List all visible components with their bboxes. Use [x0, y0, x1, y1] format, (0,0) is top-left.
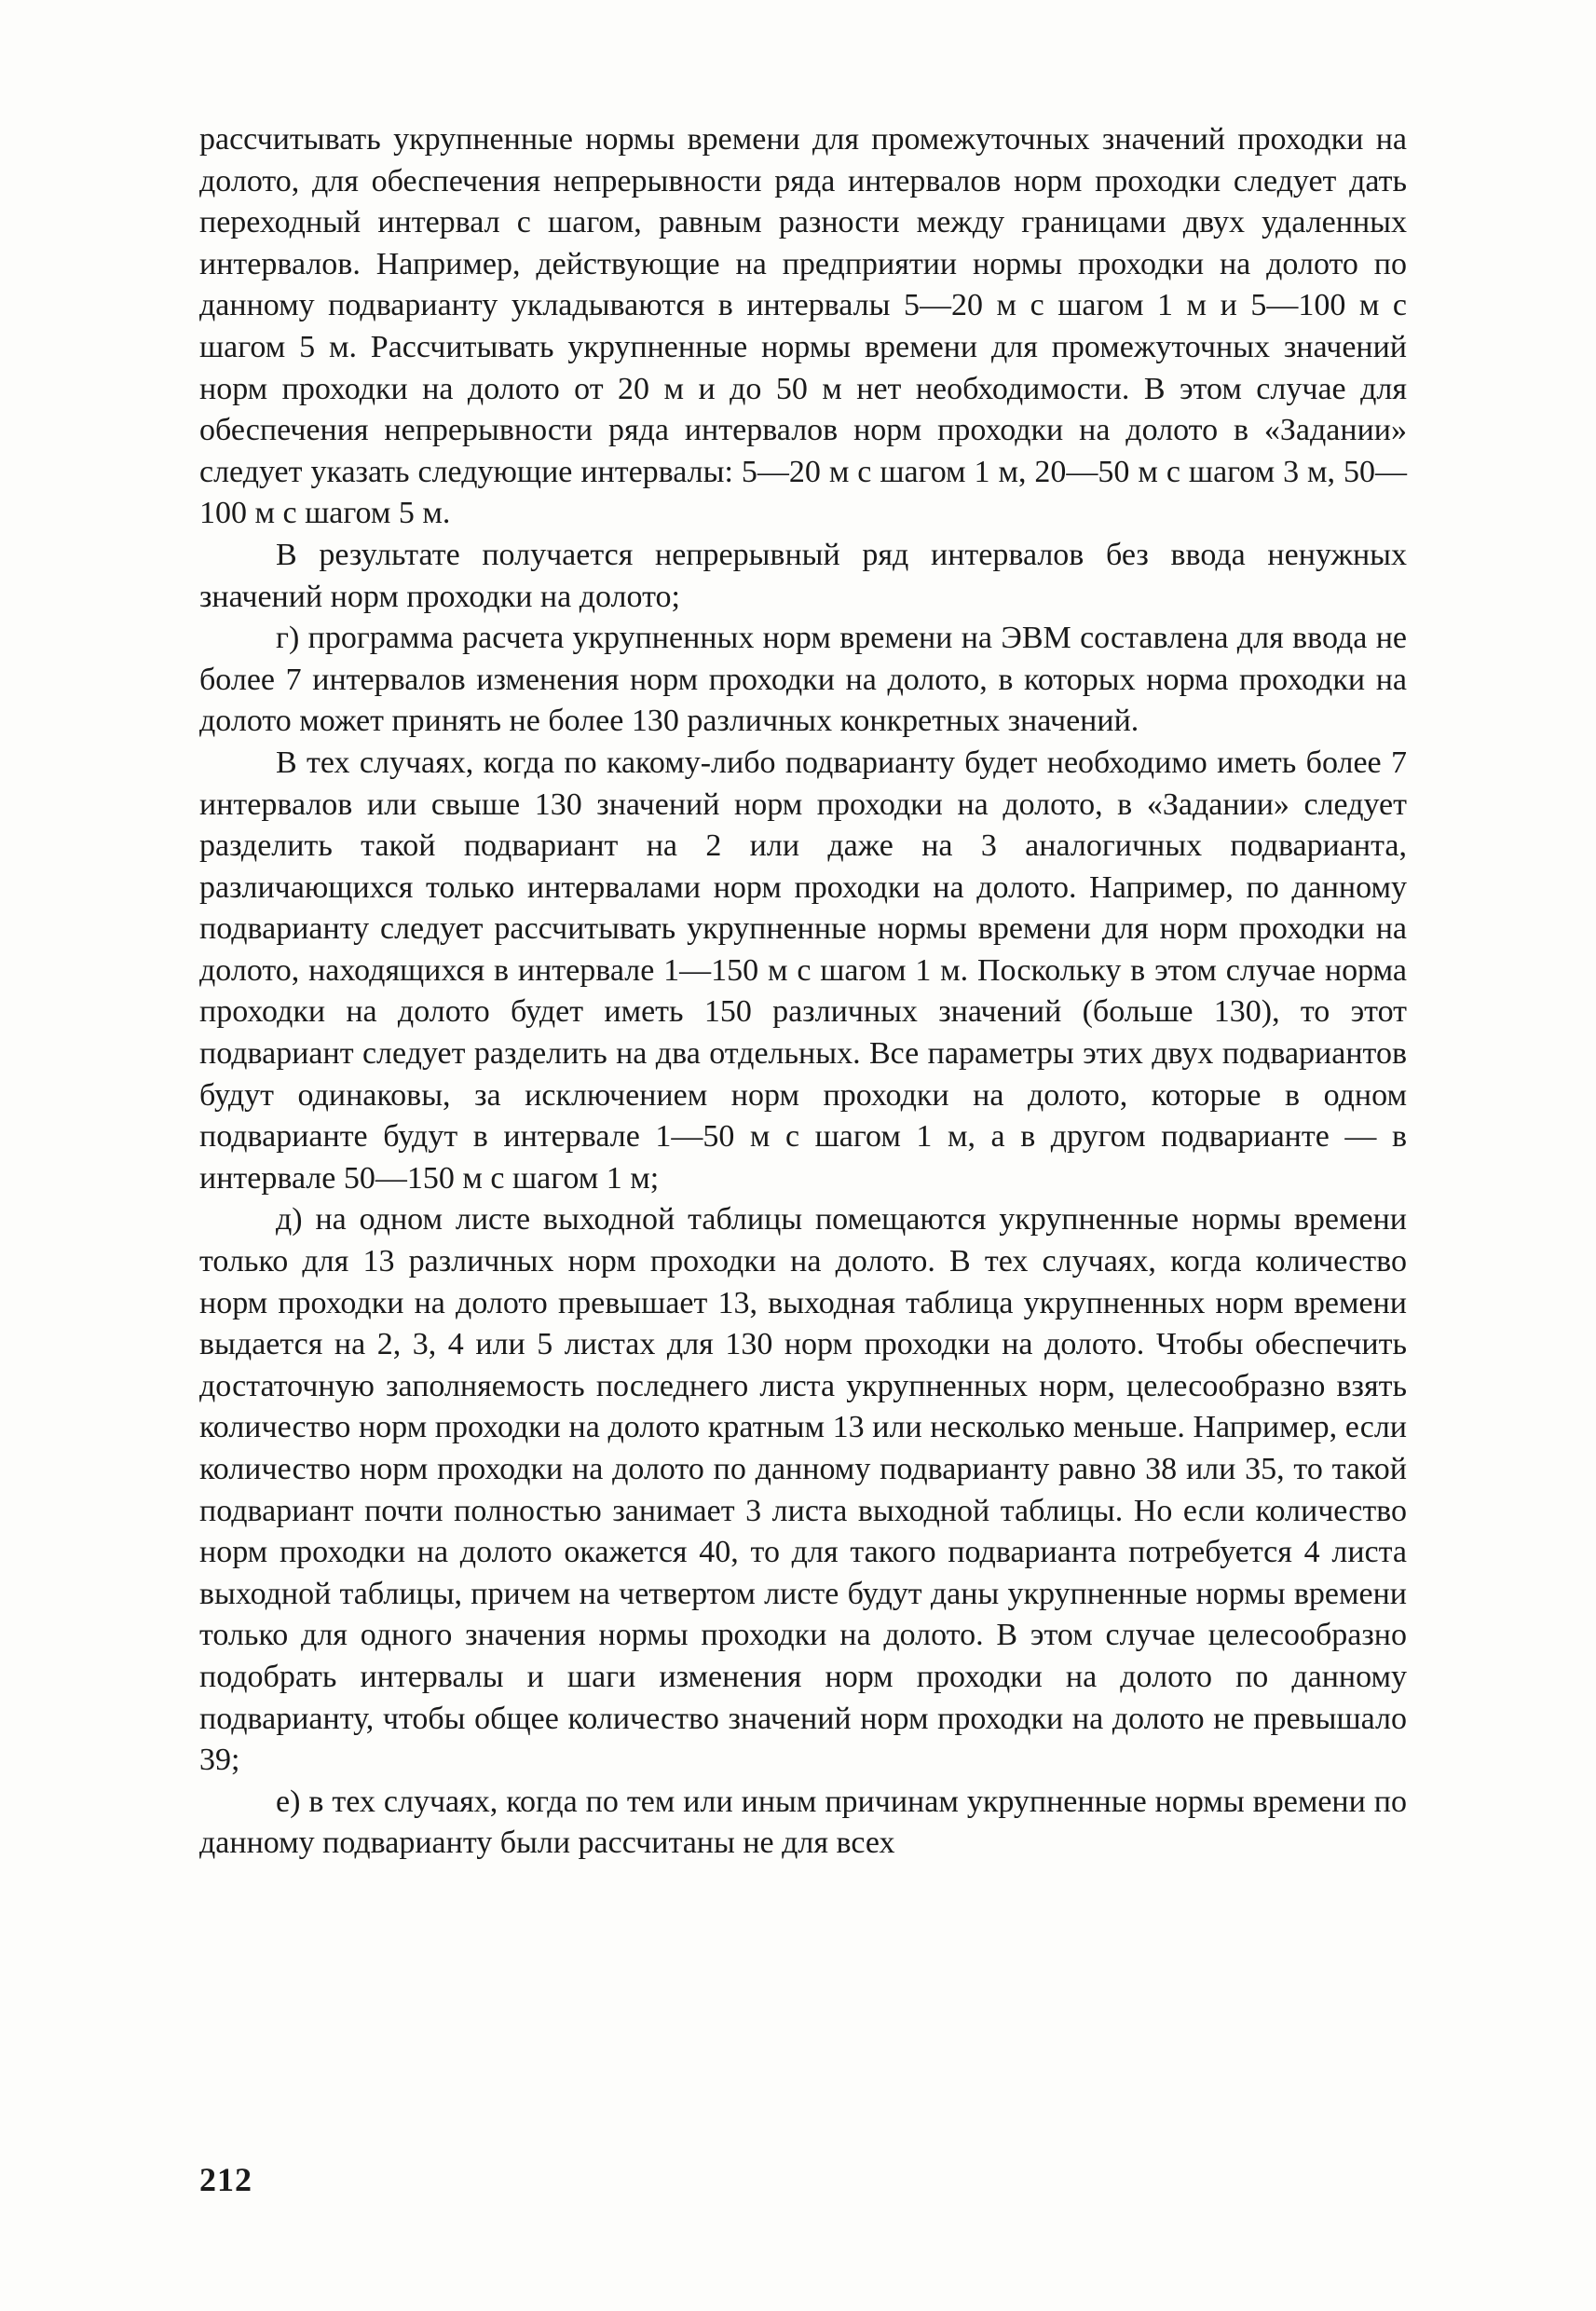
- page-number: 212: [199, 2161, 252, 2198]
- paragraph-item-d: д) на одном листе выходной таблицы помещаются укрупненные нормы времени только для 13 различных норм проходки на долото. В тех случаях, когда количество норм проходки на долото превышает 13, выходная таблица укрупненных норм времени выдается на 2, 3, 4 или 5 листах для 130 норм проходки на долото. Чтобы обеспечить достаточную заполняемость последнего листа укрупненных норм, целесообразно взять количество норм проходки на долото кратным 13 или несколько меньше. Например, если количество норм проходки на долото по данному подварианту равно 38 или 35, то такой подвариант почти полностью занимает 3 листа выходной таблицы. Но если количество норм проходки на долото окажется 40, то для такого подварианта потребуется 4 листа выходной таблицы, причем на четвертом листе будут даны укрупненные нормы времени только для одного значения нормы проходки на долото. В этом случае целесообразно подобрать интервалы и шаги изменения норм проходки на долото по данному подварианту, чтобы общее количество значений норм проходки на долото не превышало 39;: [199, 1202, 1407, 1778]
- paragraph-item-g: г) программа расчета укрупненных норм времени на ЭВМ составлена для ввода не более 7 интервалов изменения норм проходки на долото, в которых норма проходки на долото может принять не более 130 различных конкретных значений.: [199, 621, 1407, 739]
- body-text: [199, 119, 1407, 1865]
- paragraph-continuation: рассчитывать укрупненные нормы времени для промежуточных значений проходки на долото, для обеспечения непрерывности ряда интервалов норм проходки следует дать переходный интервал с шагом, равным разности между границами двух удаленных интервалов. Например, действующие на предприятии нормы проходки на долото по данному подварианту укладываются в интервалы 5—20 м с шагом 1 м и 5—100 м с шагом 5 м. Рассчитывать укрупненные нормы времени для промежуточных значений норм проходки на долото от 20 м и до 50 м нет необходимости. В этом случае для обеспечения непрерывности ряда интервалов норм проходки на долото в «Задании» следует указать следующие интервалы: 5—20 м с шагом 1 м, 20—50 м с шагом 3 м, 50—100 м с шагом 5 м.: [199, 122, 1407, 531]
- paragraph-cases: В тех случаях, когда по какому-либо подварианту будет необходимо иметь более 7 интервалов или свыше 130 значений норм проходки на долото, в «Задании» следует разделить такой подвариант на 2 или даже на 3 аналогичных подварианта, различающихся только интервалами норм проходки на долото. Например, по данному подварианту следует рассчитывать укрупненные нормы времени для норм проходки на долото, находящихся в интервале 1—150 м с шагом 1 м. Поскольку в этом случае норма проходки на долото будет иметь 150 различных значений (больше 130), то этот подвариант следует разделить на два отдельных. Все параметры этих двух подвариантов будут одинаковы, за исключением норм проходки на долото, которые в одном подварианте будут в интервале 1—50 м с шагом 1 м, а в другом подварианте — в интервале 50—150 м с шагом 1 м;: [199, 745, 1407, 1196]
- paragraph-item-e: е) в тех случаях, когда по тем или иным причинам укрупненные нормы времени по данному подварианту были рассчитаны не для всех: [199, 1784, 1407, 1861]
- paragraph-result: В результате получается непрерывный ряд интервалов без ввода ненужных значений норм проходки на долото;: [199, 537, 1407, 614]
